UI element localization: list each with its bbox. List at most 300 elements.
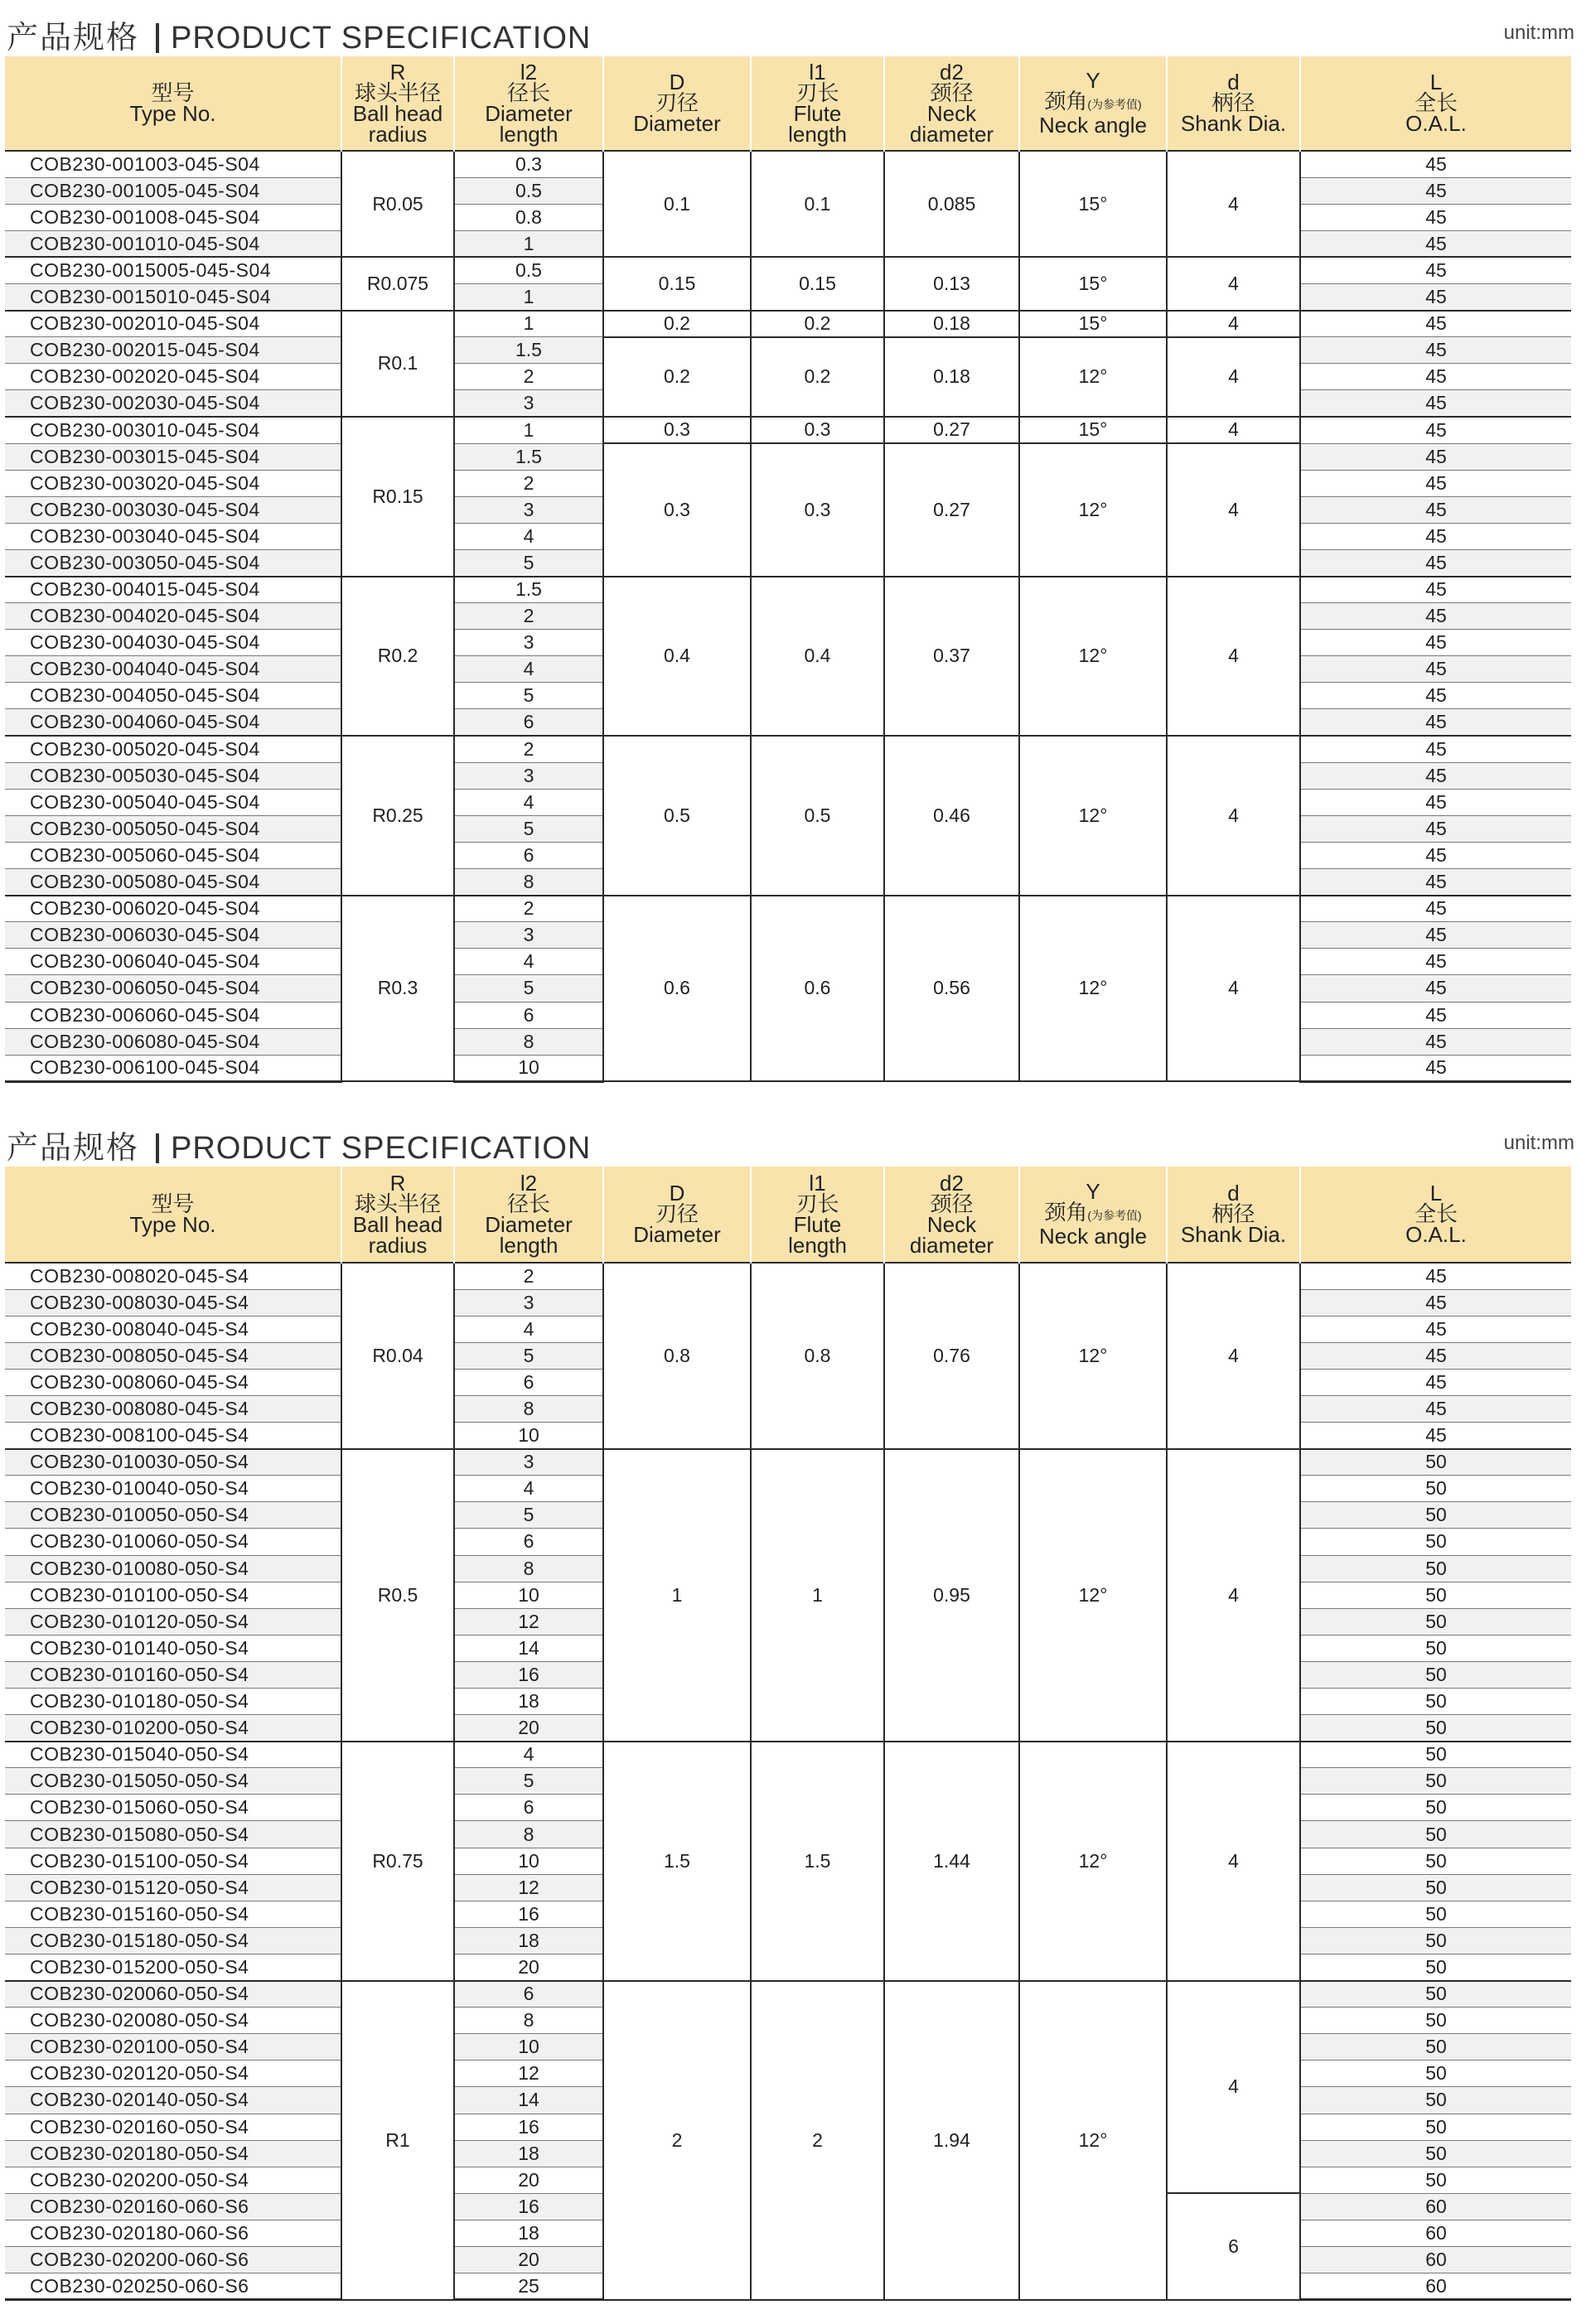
diameter-length-cell: 5: [454, 683, 603, 709]
type-no-cell: COB230-003010-045-S04: [5, 417, 341, 443]
overall-length-cell: 45: [1300, 709, 1571, 736]
type-no-cell: COB230-015080-050-S4: [5, 1821, 341, 1848]
neck-diameter-cell: 0.46: [884, 736, 1019, 896]
type-no-cell: COB230-005080-045-S04: [5, 869, 341, 896]
overall-length-cell: 50: [1300, 1927, 1571, 1954]
header-line: d: [1227, 70, 1240, 94]
diameter-length-cell: 20: [454, 2167, 603, 2193]
diameter-length-cell: 1: [454, 417, 603, 443]
type-no-cell: COB230-002020-045-S04: [5, 364, 341, 390]
header-line: l1: [809, 1170, 826, 1196]
header-line: diameter: [909, 1232, 994, 1258]
type-no-cell: COB230-008030-045-S4: [5, 1289, 341, 1316]
shank-dia-cell: 4: [1167, 151, 1300, 257]
diameter-length-cell: 10: [454, 1848, 603, 1874]
overall-length-cell: 50: [1300, 1848, 1571, 1874]
table-row: [5, 1263, 1571, 1289]
type-no-cell: COB230-004060-045-S04: [5, 709, 341, 736]
overall-length-cell: 50: [1300, 2034, 1571, 2061]
header-line: O.A.L.: [1405, 111, 1467, 136]
diameter-length-cell: 4: [454, 1316, 603, 1342]
unit-label: unit:mm: [1503, 1132, 1574, 1154]
overall-length-cell: 50: [1300, 2140, 1571, 2167]
flute-length-cell: 0.5: [751, 736, 884, 896]
ball-radius-cell: R0.1: [341, 311, 454, 417]
header-line: Diameter: [633, 1222, 721, 1247]
diameter-length-cell: 4: [454, 1742, 603, 1768]
ball-radius-cell: R0.5: [341, 1449, 454, 1742]
overall-length-cell: 45: [1300, 204, 1571, 230]
overall-length-cell: 50: [1300, 2061, 1571, 2087]
header-row: [5, 1167, 1571, 1263]
overall-length-cell: 50: [1300, 1529, 1571, 1555]
header-line: d2: [940, 1170, 964, 1196]
type-no-cell: COB230-020180-060-S6: [5, 2220, 341, 2246]
header-line: D: [669, 1181, 685, 1205]
neck-angle-cell: 12°: [1019, 443, 1167, 576]
neck-angle-cell: 12°: [1019, 577, 1167, 737]
diameter-cell: 0.5: [603, 736, 751, 896]
neck-angle-cell: 15°: [1019, 311, 1167, 337]
header-line: l2: [520, 59, 538, 85]
shank-dia-cell: 4: [1167, 443, 1300, 576]
header-line: Diameter: [485, 1211, 573, 1237]
type-no-cell: COB230-004040-045-S04: [5, 656, 341, 683]
diameter-length-cell: 16: [454, 2114, 603, 2140]
header-line: 径长: [506, 80, 550, 105]
title-row: [0, 1110, 1591, 1167]
overall-length-cell: 45: [1300, 630, 1571, 656]
spec-section-1: [0, 0, 1591, 1079]
type-no-cell: COB230-002030-045-S04: [5, 390, 341, 417]
diameter-length-cell: 6: [454, 842, 603, 868]
overall-length-cell: 60: [1300, 2220, 1571, 2246]
diameter-length-cell: 3: [454, 1449, 603, 1476]
header-line: 型号: [151, 1191, 195, 1216]
overall-length-cell: 45: [1300, 523, 1571, 549]
diameter-length-cell: 1: [454, 311, 603, 337]
overall-length-cell: 45: [1300, 869, 1571, 896]
header-line: 柄径: [1211, 1201, 1255, 1226]
overall-length-cell: 45: [1300, 789, 1571, 815]
header-note: (为参考值): [1087, 1209, 1142, 1222]
type-no-cell: COB230-006030-045-S04: [5, 922, 341, 949]
header-line: 刃径: [655, 1201, 699, 1226]
header-line: Neck: [926, 1211, 977, 1237]
ball-radius-cell: R0.15: [341, 417, 454, 577]
overall-length-cell: 45: [1300, 762, 1571, 789]
header-line: d: [1227, 1181, 1240, 1205]
overall-length-cell: 45: [1300, 257, 1571, 283]
type-no-cell: COB230-015120-050-S4: [5, 1874, 341, 1901]
overall-length-cell: 50: [1300, 1608, 1571, 1635]
header-line: Flute: [793, 1211, 842, 1237]
overall-length-cell: 60: [1300, 2193, 1571, 2220]
type-no-cell: COB230-002010-045-S04: [5, 311, 341, 337]
overall-length-cell: 45: [1300, 1423, 1571, 1449]
type-no-cell: COB230-010040-050-S4: [5, 1476, 341, 1502]
title-en: PRODUCT SPECIFICATION: [171, 1131, 592, 1166]
diameter-length-cell: 5: [454, 1768, 603, 1795]
header-diameter-length: [454, 56, 603, 151]
type-no-cell: COB230-020060-050-S4: [5, 1981, 341, 2008]
overall-length-cell: 60: [1300, 2246, 1571, 2273]
overall-length-cell: 45: [1300, 1369, 1571, 1395]
header-ball-radius: [341, 1167, 454, 1263]
overall-length-cell: 50: [1300, 1742, 1571, 1768]
type-no-cell: COB230-010200-050-S4: [5, 1715, 341, 1742]
overall-length-cell: 50: [1300, 1449, 1571, 1476]
neck-diameter-cell: 0.27: [884, 443, 1019, 576]
type-no-cell: COB230-015200-050-S4: [5, 1954, 341, 1980]
diameter-length-cell: 14: [454, 1635, 603, 1661]
table-row: [5, 443, 1571, 470]
table-row: [5, 151, 1571, 177]
table-row: [5, 417, 1571, 443]
diameter-length-cell: 16: [454, 1661, 603, 1688]
overall-length-cell: 50: [1300, 1476, 1571, 1502]
ball-radius-cell: R0.075: [341, 257, 454, 310]
table-row: [5, 1742, 1571, 1768]
diameter-length-cell: 16: [454, 1901, 603, 1927]
header-line: 刃长: [796, 1191, 839, 1216]
header-line: d2: [940, 59, 964, 85]
ball-radius-cell: R1: [341, 1981, 454, 2300]
type-no-cell: COB230-008080-045-S4: [5, 1395, 341, 1422]
overall-length-cell: 45: [1300, 549, 1571, 576]
type-no-cell: COB230-006060-045-S04: [5, 1002, 341, 1028]
overall-length-cell: 50: [1300, 1635, 1571, 1661]
diameter-length-cell: 5: [454, 1502, 603, 1529]
type-no-cell: COB230-004015-045-S04: [5, 577, 341, 603]
type-no-cell: COB230-003015-045-S04: [5, 443, 341, 470]
type-no-cell: COB230-010140-050-S4: [5, 1635, 341, 1661]
overall-length-cell: 50: [1300, 2087, 1571, 2114]
type-no-cell: COB230-020140-050-S4: [5, 2087, 341, 2114]
title-cn: 产品规格: [7, 21, 140, 56]
type-no-cell: COB230-003050-045-S04: [5, 549, 341, 576]
diameter-cell: 0.8: [603, 1263, 751, 1449]
neck-angle-cell: 12°: [1019, 736, 1167, 896]
neck-diameter-cell: 0.76: [884, 1263, 1019, 1449]
diameter-length-cell: 14: [454, 2087, 603, 2114]
diameter-length-cell: 2: [454, 364, 603, 390]
header-line: Y: [1086, 1179, 1100, 1204]
shank-dia-cell: 4: [1167, 311, 1300, 337]
header-line: Shank Dia.: [1180, 111, 1287, 136]
overall-length-cell: 50: [1300, 2008, 1571, 2034]
overall-length-cell: 50: [1300, 1874, 1571, 1901]
diameter-length-cell: 5: [454, 815, 603, 842]
diameter-length-cell: 2: [454, 1263, 603, 1289]
diameter-cell: 0.2: [603, 337, 751, 417]
overall-length-cell: 45: [1300, 949, 1571, 975]
shank-dia-cell: 4: [1167, 417, 1300, 443]
header-line: O.A.L.: [1405, 1222, 1467, 1247]
header-line: 刃径: [655, 90, 699, 115]
shank-dia-cell: 4: [1167, 257, 1300, 310]
shank-dia-cell: 4: [1167, 1742, 1300, 1981]
header-shank-dia: [1167, 1167, 1300, 1263]
overall-length-cell: 45: [1300, 1002, 1571, 1028]
overall-length-cell: 50: [1300, 1582, 1571, 1608]
type-no-cell: COB230-008060-045-S4: [5, 1369, 341, 1395]
header-line: Neck angle: [1038, 1224, 1148, 1249]
overall-length-cell: 45: [1300, 656, 1571, 683]
header-line: 全长: [1414, 1201, 1458, 1226]
overall-length-cell: 50: [1300, 1555, 1571, 1582]
type-no-cell: COB230-003020-045-S04: [5, 470, 341, 496]
header-diameter: [603, 56, 751, 151]
header-line: Neck angle: [1038, 113, 1148, 138]
ball-radius-cell: R0.3: [341, 896, 454, 1082]
type-no-cell: COB230-001008-045-S04: [5, 204, 341, 230]
header-line: 型号: [151, 80, 195, 105]
diameter-length-cell: 1: [454, 283, 603, 310]
diameter-length-cell: 1.5: [454, 443, 603, 470]
diameter-length-cell: 16: [454, 2193, 603, 2220]
flute-length-cell: 0.15: [751, 257, 884, 310]
diameter-length-cell: 3: [454, 1289, 603, 1316]
type-no-cell: COB230-020160-050-S4: [5, 2114, 341, 2140]
header-line: R: [389, 59, 406, 85]
type-no-cell: COB230-010060-050-S4: [5, 1529, 341, 1555]
header-ball-radius: [341, 56, 454, 151]
type-no-cell: COB230-020200-050-S4: [5, 2167, 341, 2193]
flute-length-cell: 2: [751, 1981, 884, 2300]
diameter-length-cell: 1: [454, 230, 603, 257]
overall-length-cell: 45: [1300, 1316, 1571, 1342]
diameter-length-cell: 2: [454, 896, 603, 922]
unit-label: unit:mm: [1503, 22, 1574, 44]
neck-angle-cell: 12°: [1019, 1263, 1167, 1449]
diameter-length-cell: 20: [454, 1954, 603, 1980]
overall-length-cell: 45: [1300, 1028, 1571, 1055]
diameter-cell: 0.2: [603, 311, 751, 337]
header-line: R: [389, 1170, 406, 1196]
type-no-cell: COB230-006100-045-S04: [5, 1055, 341, 1081]
header-row: [5, 56, 1571, 151]
diameter-length-cell: 18: [454, 2140, 603, 2167]
type-no-cell: COB230-006080-045-S04: [5, 1028, 341, 1055]
table-row: [5, 1981, 1571, 2008]
title-divider: [156, 23, 159, 53]
header-line: D: [669, 70, 685, 94]
flute-length-cell: 0.1: [751, 151, 884, 257]
header-shank-dia: [1167, 56, 1300, 151]
type-no-cell: COB230-006040-045-S04: [5, 949, 341, 975]
diameter-length-cell: 3: [454, 630, 603, 656]
shank-dia-cell: 4: [1167, 1449, 1300, 1742]
type-no-cell: COB230-015100-050-S4: [5, 1848, 341, 1874]
diameter-length-cell: 6: [454, 1002, 603, 1028]
type-no-cell: COB230-015180-050-S4: [5, 1927, 341, 1954]
diameter-length-cell: 4: [454, 1476, 603, 1502]
neck-angle-cell: 15°: [1019, 257, 1167, 310]
shank-dia-cell: 4: [1167, 736, 1300, 896]
header-neck-angle: [1019, 56, 1167, 151]
overall-length-cell: 45: [1300, 230, 1571, 257]
diameter-length-cell: 18: [454, 1927, 603, 1954]
diameter-length-cell: 3: [454, 496, 603, 523]
overall-length-cell: 50: [1300, 1821, 1571, 1848]
header-overall-length: [1300, 1167, 1571, 1263]
overall-length-cell: 50: [1300, 2114, 1571, 2140]
header-line: 刃长: [796, 80, 839, 105]
diameter-length-cell: 5: [454, 1342, 603, 1369]
overall-length-cell: 50: [1300, 1981, 1571, 2008]
type-no-cell: COB230-004030-045-S04: [5, 630, 341, 656]
title-en: PRODUCT SPECIFICATION: [171, 21, 592, 56]
title-divider: [156, 1133, 159, 1163]
header-type-no: [5, 1167, 341, 1263]
diameter-length-cell: 6: [454, 1981, 603, 2008]
type-no-cell: COB230-010120-050-S4: [5, 1608, 341, 1635]
type-no-cell: COB230-015160-050-S4: [5, 1901, 341, 1927]
diameter-length-cell: 10: [454, 2034, 603, 2061]
type-no-cell: COB230-004050-045-S04: [5, 683, 341, 709]
header-diameter-length: [454, 1167, 603, 1263]
overall-length-cell: 45: [1300, 1055, 1571, 1081]
overall-length-cell: 45: [1300, 417, 1571, 443]
overall-length-cell: 50: [1300, 1901, 1571, 1927]
diameter-length-cell: 4: [454, 789, 603, 815]
overall-length-cell: 45: [1300, 470, 1571, 496]
header-line: 全长: [1414, 90, 1458, 115]
flute-length-cell: 0.4: [751, 577, 884, 737]
overall-length-cell: 45: [1300, 390, 1571, 417]
diameter-length-cell: 0.5: [454, 257, 603, 283]
overall-length-cell: 50: [1300, 1795, 1571, 1821]
type-no-cell: COB230-008020-045-S4: [5, 1263, 341, 1289]
header-line: radius: [368, 121, 428, 147]
diameter-length-cell: 18: [454, 1689, 603, 1715]
type-no-cell: COB230-005060-045-S04: [5, 842, 341, 868]
header-neck-diameter: [884, 56, 1019, 151]
diameter-length-cell: 0.5: [454, 177, 603, 204]
type-no-cell: COB230-006050-045-S04: [5, 975, 341, 1002]
neck-angle-cell: 12°: [1019, 337, 1167, 417]
shank-dia-cell: 4: [1167, 1981, 1300, 2194]
neck-diameter-cell: 0.95: [884, 1449, 1019, 1742]
diameter-length-cell: 20: [454, 1715, 603, 1742]
type-no-cell: COB230-008050-045-S4: [5, 1342, 341, 1369]
overall-length-cell: 45: [1300, 922, 1571, 949]
type-no-cell: COB230-010100-050-S4: [5, 1582, 341, 1608]
diameter-length-cell: 12: [454, 1874, 603, 1901]
type-no-cell: COB230-005050-045-S04: [5, 815, 341, 842]
overall-length-cell: 50: [1300, 1661, 1571, 1688]
overall-length-cell: 45: [1300, 311, 1571, 337]
neck-diameter-cell: 0.085: [884, 151, 1019, 257]
diameter-length-cell: 25: [454, 2273, 603, 2300]
overall-length-cell: 45: [1300, 736, 1571, 762]
type-no-cell: COB230-004020-045-S04: [5, 603, 341, 630]
header-line: 径长: [506, 1191, 550, 1216]
header-line: 颈径: [930, 80, 974, 105]
diameter-length-cell: 2: [454, 470, 603, 496]
neck-angle-cell: 12°: [1019, 896, 1167, 1082]
flute-length-cell: 1.5: [751, 1742, 884, 1981]
shank-dia-cell: 4: [1167, 1263, 1300, 1449]
diameter-cell: 2: [603, 1981, 751, 2300]
flute-length-cell: 0.8: [751, 1263, 884, 1449]
type-no-cell: COB230-010050-050-S4: [5, 1502, 341, 1529]
header-line: 颈径: [930, 1191, 974, 1216]
type-no-cell: COB230-015040-050-S4: [5, 1742, 341, 1768]
ball-radius-cell: R0.25: [341, 736, 454, 896]
overall-length-cell: 45: [1300, 177, 1571, 204]
ball-radius-cell: R0.2: [341, 577, 454, 737]
diameter-length-cell: 3: [454, 762, 603, 789]
table-row: [5, 1449, 1571, 1476]
title-row: [0, 0, 1591, 56]
diameter-length-cell: 8: [454, 869, 603, 896]
header-line: L: [1429, 1181, 1443, 1205]
type-no-cell: COB230-020180-050-S4: [5, 2140, 341, 2167]
diameter-cell: 0.4: [603, 577, 751, 737]
diameter-length-cell: 5: [454, 549, 603, 576]
header-line: Shank Dia.: [1180, 1222, 1287, 1247]
neck-diameter-cell: 0.27: [884, 417, 1019, 443]
table-row: [5, 337, 1571, 364]
ball-radius-cell: R0.04: [341, 1263, 454, 1449]
type-no-cell: COB230-020100-050-S4: [5, 2034, 341, 2061]
type-no-cell: COB230-005030-045-S04: [5, 762, 341, 789]
diameter-cell: 1: [603, 1449, 751, 1742]
type-no-cell: COB230-015050-050-S4: [5, 1768, 341, 1795]
type-no-cell: COB230-0015010-045-S04: [5, 283, 341, 310]
diameter-cell: 0.3: [603, 443, 751, 576]
diameter-length-cell: 6: [454, 709, 603, 736]
header-neck-diameter: [884, 1167, 1019, 1263]
header-neck-angle: [1019, 1167, 1167, 1263]
header-line: Type No.: [129, 1211, 216, 1237]
type-no-cell: COB230-003040-045-S04: [5, 523, 341, 549]
diameter-length-cell: 12: [454, 2061, 603, 2087]
header-text: 颈角: [1044, 1200, 1088, 1225]
overall-length-cell: 45: [1300, 496, 1571, 523]
section-title: [7, 1122, 591, 1167]
overall-length-cell: 50: [1300, 1954, 1571, 1980]
type-no-cell: COB230-008040-045-S4: [5, 1316, 341, 1342]
table-row: [5, 257, 1571, 283]
diameter-length-cell: 1.5: [454, 337, 603, 364]
header-line: Ball head: [352, 1211, 443, 1237]
type-no-cell: COB230-001010-045-S04: [5, 230, 341, 257]
spec-table: [5, 56, 1571, 1083]
diameter-length-cell: 4: [454, 523, 603, 549]
overall-length-cell: 60: [1300, 2273, 1571, 2300]
type-no-cell: COB230-010030-050-S4: [5, 1449, 341, 1476]
type-no-cell: COB230-002015-045-S04: [5, 337, 341, 364]
table-row: [5, 311, 1571, 337]
diameter-length-cell: 6: [454, 1369, 603, 1395]
neck-diameter-cell: 1.94: [884, 1981, 1019, 2300]
diameter-cell: 0.1: [603, 151, 751, 257]
header-line: Diameter: [633, 111, 721, 136]
header-line: 球头半径: [354, 80, 441, 105]
header-line: L: [1429, 70, 1443, 94]
overall-length-cell: 45: [1300, 975, 1571, 1002]
overall-length-cell: 45: [1300, 283, 1571, 310]
diameter-length-cell: 6: [454, 1529, 603, 1555]
neck-diameter-cell: 0.13: [884, 257, 1019, 310]
overall-length-cell: 45: [1300, 1342, 1571, 1369]
diameter-length-cell: 8: [454, 1395, 603, 1422]
type-no-cell: COB230-003030-045-S04: [5, 496, 341, 523]
type-no-cell: COB230-006020-045-S04: [5, 896, 341, 922]
